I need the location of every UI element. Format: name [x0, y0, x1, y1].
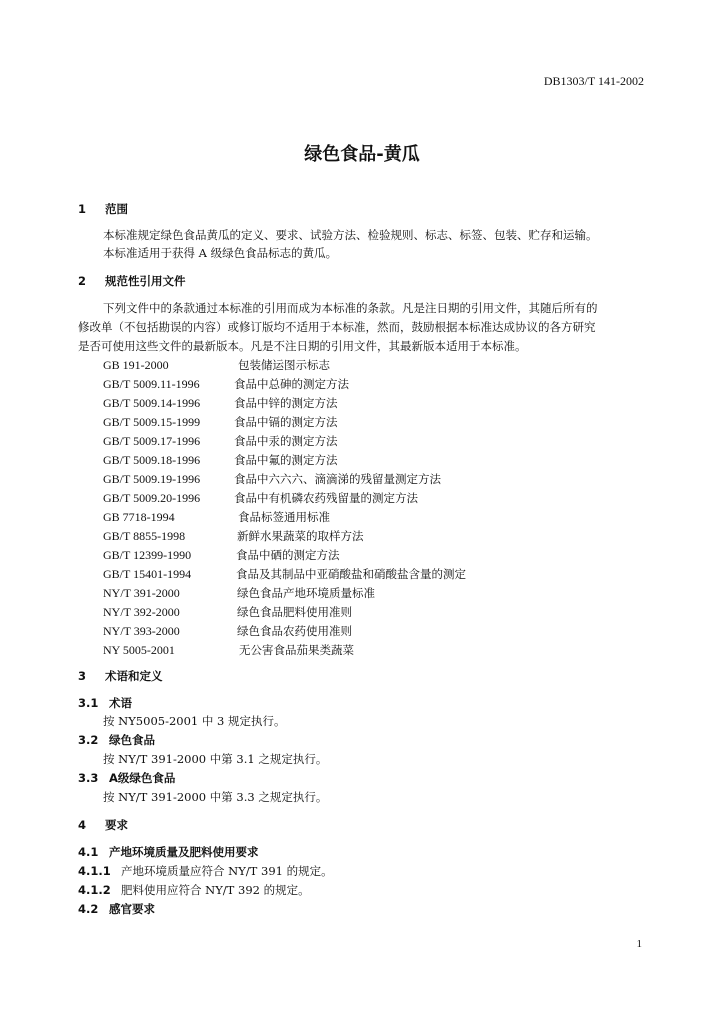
reference-code: GB 7718-1994 — [103, 510, 175, 524]
subsection-3-1-heading — [78, 696, 132, 710]
paragraph: 本标准适用于获得 A 级绿色食品标志的黄瓜。 — [103, 246, 338, 260]
reference-code: GB/T 15401-1994 — [103, 567, 192, 581]
reference-title: 食品中六六六、滴滴涕的残留量测定方法 — [234, 472, 441, 486]
subsection-title: 术语 — [109, 696, 132, 710]
reference-code: NY 5005-2001 — [103, 643, 175, 657]
subsection-4-1-heading — [78, 845, 259, 859]
paragraph: 按 NY/T 391-2000 中第 3.3 之规定执行。 — [103, 790, 328, 804]
reference-code: NY/T 392-2000 — [103, 605, 180, 619]
reference-title: 食品中氟的测定方法 — [234, 453, 338, 467]
subsection-title: 产地环境质量及肥料使用要求 — [109, 845, 259, 859]
clause-4-1-1 — [78, 864, 333, 878]
subsection-4-2-heading — [78, 902, 155, 916]
document-code: DB1303/T 141-2002 — [543, 74, 644, 88]
reference-code: GB 191-2000 — [103, 358, 169, 372]
subsection-number: 4.2 — [78, 902, 99, 916]
subsection-title: A级绿色食品 — [109, 771, 176, 785]
subsection-number: 3.2 — [78, 733, 99, 747]
reference-title: 无公害食品茄果类蔬菜 — [239, 643, 354, 657]
reference-code: GB/T 5009.18-1996 — [103, 453, 201, 467]
section-title: 要求 — [105, 818, 128, 832]
clause-text: 产地环境质量应符合 NY/T 391 的规定。 — [121, 864, 333, 878]
subsection-number: 3.3 — [78, 771, 99, 785]
reference-code: NY/T 391-2000 — [103, 586, 180, 600]
reference-code: GB/T 5009.19-1996 — [103, 472, 201, 486]
section-number: 4 — [78, 818, 87, 832]
paragraph: 修改单（不包括勘误的内容）或修订版均不适用于本标准，然而，鼓励根据本标准达成协议的各方研究 — [78, 320, 596, 334]
subsection-number: 3.1 — [78, 696, 99, 710]
section-number: 2 — [78, 274, 87, 288]
clause-number: 4.1.2 — [78, 883, 111, 897]
reference-code: GB/T 12399-1990 — [103, 548, 192, 562]
reference-title: 食品中锌的测定方法 — [234, 396, 338, 410]
section-3-heading — [78, 669, 163, 683]
section-title: 术语和定义 — [105, 669, 163, 683]
paragraph: 按 NY/T 391-2000 中第 3.1 之规定执行。 — [103, 752, 328, 766]
subsection-3-2-heading — [78, 733, 155, 747]
section-2-heading — [78, 274, 186, 288]
reference-code: GB/T 8855-1998 — [103, 529, 186, 543]
reference-title: 食品中硒的测定方法 — [236, 548, 340, 562]
paragraph: 下列文件中的条款通过本标准的引用而成为本标准的条款。凡是注日期的引用文件，其随后所有的 — [103, 301, 598, 315]
reference-code: GB/T 5009.15-1999 — [103, 415, 201, 429]
reference-title: 绿色食品肥料使用准则 — [237, 605, 352, 619]
reference-title: 食品中总砷的测定方法 — [234, 377, 349, 391]
reference-code: GB/T 5009.20-1996 — [103, 491, 201, 505]
section-number: 1 — [78, 202, 87, 216]
reference-code: GB/T 5009.11-1996 — [103, 377, 200, 391]
clause-4-1-2 — [78, 883, 310, 897]
paragraph: 按 NY5005-2001 中 3 规定执行。 — [103, 714, 286, 728]
reference-title: 食品标签通用标准 — [238, 510, 330, 524]
reference-title: 食品及其制品中亚硝酸盐和硝酸盐含量的测定 — [236, 567, 466, 581]
subsection-title: 感官要求 — [109, 902, 155, 916]
document-title: 绿色食品-黄瓜 — [304, 144, 420, 165]
reference-title: 食品中汞的测定方法 — [234, 434, 338, 448]
section-title: 规范性引用文件 — [105, 274, 186, 288]
subsection-title: 绿色食品 — [109, 733, 155, 747]
paragraph: 本标准规定绿色食品黄瓜的定义、要求、试验方法、检验规则、标志、标签、包装、贮存和运输。 — [103, 228, 598, 242]
reference-code: GB/T 5009.14-1996 — [103, 396, 201, 410]
clause-text: 肥料使用应符合 NY/T 392 的规定。 — [121, 883, 310, 897]
reference-title: 食品中有机磷农药残留量的测定方法 — [234, 491, 418, 505]
clause-number: 4.1.1 — [78, 864, 111, 878]
section-4-heading — [78, 818, 128, 832]
page-number: 1 — [636, 938, 642, 950]
section-number: 3 — [78, 669, 87, 683]
reference-title: 食品中镉的测定方法 — [234, 415, 338, 429]
subsection-number: 4.1 — [78, 845, 99, 859]
paragraph: 是否可使用这些文件的最新版本。凡是不注日期的引用文件，其最新版本适用于本标准。 — [78, 339, 527, 353]
section-title: 范围 — [105, 202, 128, 216]
reference-code: GB/T 5009.17-1996 — [103, 434, 201, 448]
reference-title: 绿色食品产地环境质量标准 — [237, 586, 375, 600]
reference-title: 新鲜水果蔬菜的取样方法 — [237, 529, 364, 543]
subsection-3-3-heading — [78, 771, 175, 785]
reference-title: 绿色食品农药使用准则 — [237, 624, 352, 638]
reference-title: 包装储运图示标志 — [238, 358, 330, 372]
reference-code: NY/T 393-2000 — [103, 624, 180, 638]
section-1-heading — [78, 202, 128, 216]
